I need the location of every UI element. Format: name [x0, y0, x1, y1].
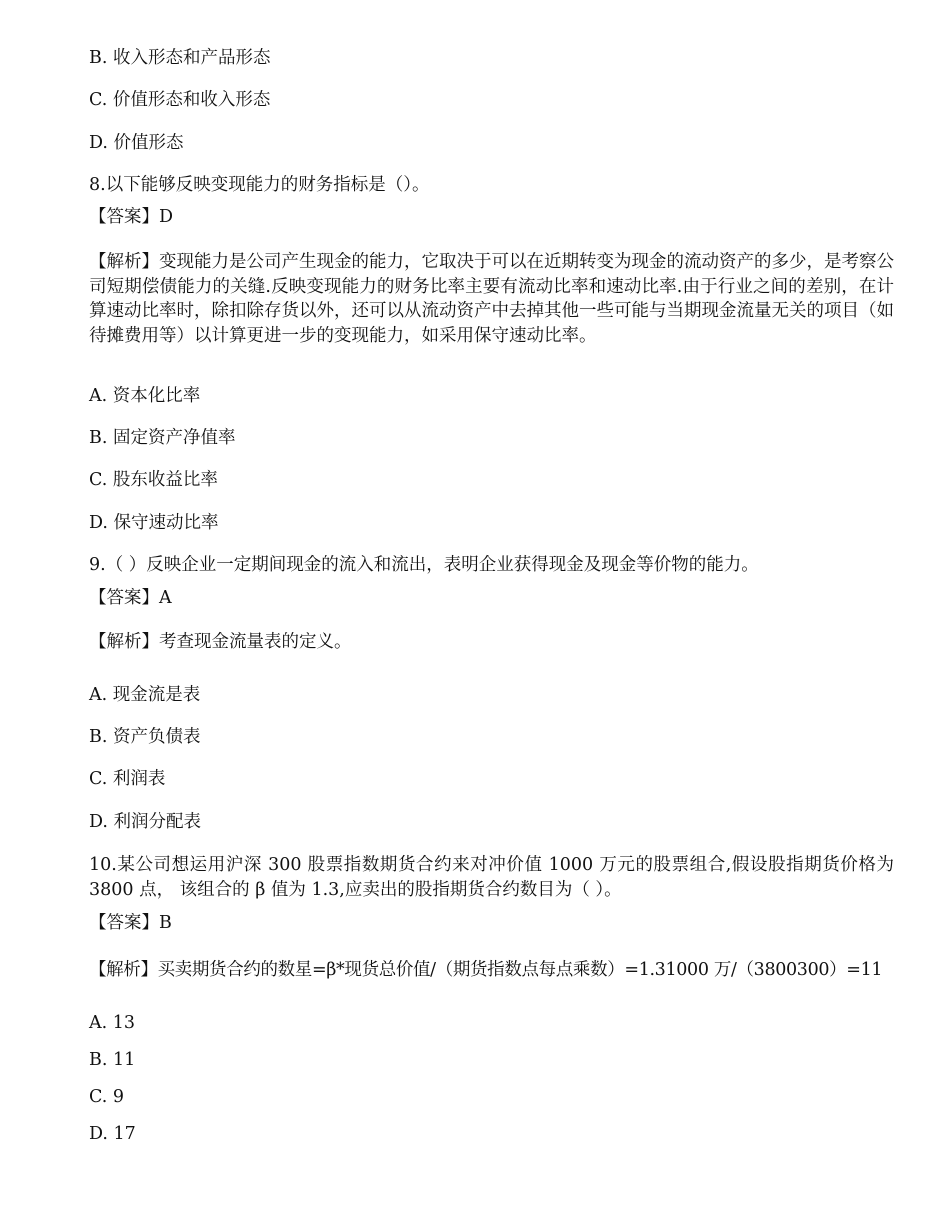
q8-question: 8.以下能够反映变现能力的财务指标是（）。	[89, 175, 430, 195]
q7-option-d: D. 价值形态	[89, 133, 184, 153]
q8-option-c: C. 股东收益比率	[89, 470, 218, 490]
q9-option-b: B. 资产负债表	[89, 727, 201, 747]
q10-question: 10.某公司想运用沪深 300 股票指数期货合约来对冲价值 1000 万元的股票组合,假设股指期货价格为 3800 点， 该组合的 β 值为 1.3,应卖出的股指期货合约数目为（ ）。	[89, 855, 894, 900]
q8-analysis: 【解析】变现能力是公司产生现金的能力，它取决于可以在近期转变为现金的流动资产的多少，是考察公司短期偿债能力的关缝.反映变现能力的财务比率主要有流动比率和速动比率.由于行业之间的差别，在计算速动比率时，除扣除存货以外，还可以从流动资产中去掉其他一些可能与当期现金流量无关的项目（如待摊费用等）以计算更进一步的变现能力，如采用保守速动比率。	[89, 252, 894, 346]
q8-option-d: D. 保守速动比率	[89, 513, 219, 533]
q8-answer: 【答案】D	[89, 207, 174, 227]
q10-answer: 【答案】B	[89, 913, 172, 933]
q9-answer: 【答案】A	[89, 588, 172, 608]
q9-option-d: D. 利润分配表	[89, 812, 202, 832]
q9-analysis: 【解析】考查现金流量表的定义。	[89, 632, 352, 652]
q7-option-b: B. 收入形态和产品形态	[89, 48, 271, 68]
q10-option-b: B. 11	[89, 1050, 136, 1070]
q10-option-d: D. 17	[89, 1124, 136, 1144]
q10-option-a: A. 13	[89, 1013, 136, 1033]
q9-option-a: A. 现金流是表	[89, 685, 201, 705]
q9-option-c: C. 利润表	[89, 769, 166, 789]
q9-question: 9.（ ）反映企业一定期间现金的流入和流出，表明企业获得现金及现金等价物的能力。	[89, 555, 759, 575]
q10-option-c: C. 9	[89, 1087, 125, 1107]
q7-option-c: C. 价值形态和收入形态	[89, 90, 271, 110]
q8-option-a: A. 资本化比率	[89, 386, 201, 406]
q8-option-b: B. 固定资产净值率	[89, 428, 236, 448]
q10-analysis: 【解析】买卖期货合约的数星=β*现货总价值/（期货指数点每点乘数）=1.31000 万/（3800300）=11	[89, 960, 883, 980]
